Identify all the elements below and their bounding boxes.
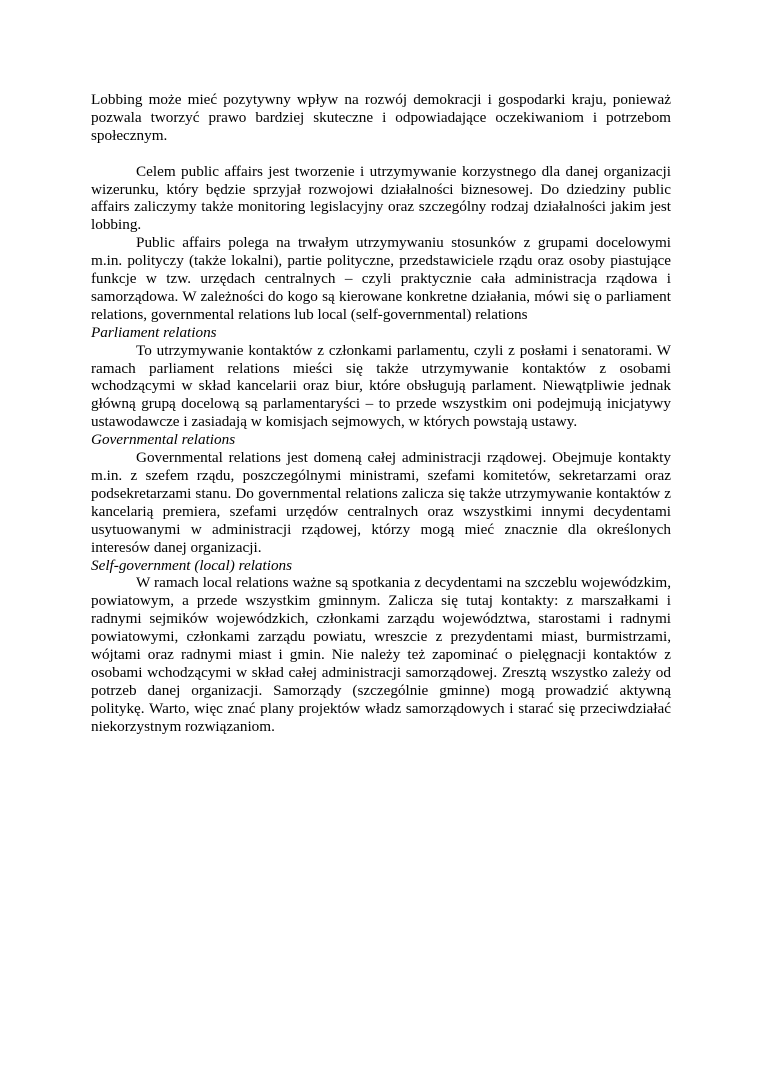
local-relations-heading: Self-government (local) relations [91,556,293,574]
parliament-relations-heading: Parliament relations [91,323,217,341]
relations-paragraph: Public affairs polega na trwałym utrzymywaniu stosunków z grupami docelowymi m.in. polityczy (także lokalni), partie polityczne, przedstawiciele rządu oraz osoby piastujące funkcje w tzw. urzędach centralnych – czyli praktycznie cała administracja rządowa i samorządowa. W zależności do kogo są kierowane konkretne działania, mówi się o parliament relations, governmental relations lub local (self-governmental) relations [91,234,671,323]
paragraph-spacer [91,145,671,163]
goal-paragraph: Celem public affairs jest tworzenie i utrzymywanie korzystnego dla danej organizacji wizerunku, który będzie sprzyjał rozwojowi działalności biznesowej. Do dziedziny public affairs zaliczymy także monitoring legislacyjny oraz szczególny rodzaj działalności jakim jest lobbing. [91,162,671,234]
parliament-relations-body: To utrzymywanie kontaktów z członkami parlamentu, czyli z posłami i senatorami. W ramach parliament relations mieści się także utrzymywanie kontaktów z osobami wchodzącymi w skład kancelarii oraz biur, które obsługują parlament. Niewątpliwie jednak główną grupą docelową są parlamentaryści – to przede wszystkim oni podejmują inicjatywy ustawodawcze i zasiadają w komisjach sejmowych, w których powstają ustawy. [91,341,671,431]
governmental-relations-heading: Governmental relations [91,431,236,449]
governmental-relations-body: Governmental relations jest domeną całej administracji rządowej. Obejmuje kontakty m.in. z szefem rządu, poszczególnymi ministrami, szefami komitetów, sekretarzami oraz podsekretarzami stanu. Do governmental relations zalicza się także utrzymywanie kontaktów z kancelarią premiera, szefami urzędów centralnych oraz wszystkimi innymi decydentami usytuowanymi w administracji rządowej, którzy mogą mieć znacznie dla określonych interesów danej organizacji. [91,449,671,556]
document-page [91,91,671,736]
local-relations-body: W ramach local relations ważne są spotkania z decydentami na szczeblu wojewódzkim, powiatowym, a przede wszystkim gminnym. Zalicza się tutaj kontakty: z marszałkami i radnymi sejmików wojewódzkich, członkami zarządu województwa, starostami i radnymi powiatowymi, członkami zarządu powiatu, wreszcie z prezydentami miast, burmistrzami, wójtami oraz radnymi miast i gmin. Nie należy też zapominać o pielęgnacji kontaktów z osobami wchodzącymi w skład całej administracji samorządowej. Zresztą wszystko zależy od potrzeb danej organizacji. Samorządy (szczególnie gminne) mogą prowadzić aktywną politykę. Warto, więc znać plany projektów władz samorządowych i starać się przeciwdziałać niekorzystnym rozwiązaniom. [91,574,671,735]
intro-paragraph: Lobbing może mieć pozytywny wpływ na rozwój demokracji i gospodarki kraju, ponieważ pozwala tworzyć prawo bardziej skuteczne i odpowiadające oczekiwaniom i potrzebom społecznym. [91,91,671,144]
